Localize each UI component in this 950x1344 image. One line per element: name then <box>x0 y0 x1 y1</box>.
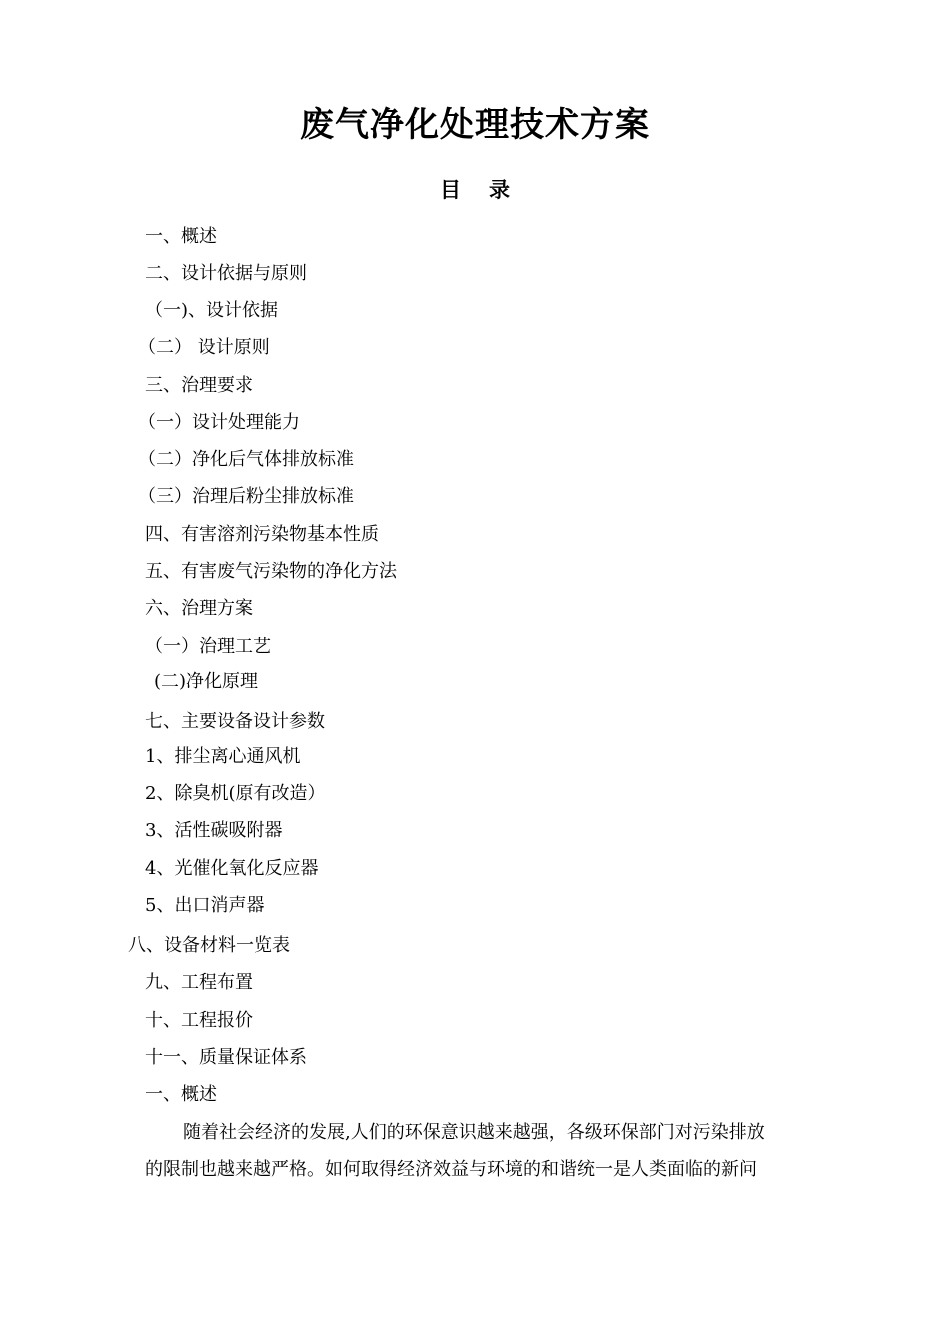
toc-item: （三）治理后粉尘排放标准 <box>138 486 354 507</box>
toc-item: 七、主要设备设计参数 <box>145 711 325 732</box>
section-heading: 一、概述 <box>145 1084 217 1105</box>
toc-item: （二）净化后气体排放标准 <box>138 449 354 470</box>
toc-heading-char-2: 录 <box>489 178 510 202</box>
toc-item: 一、概述 <box>145 226 217 247</box>
toc-item: 5、出口消声器 <box>145 895 265 916</box>
toc-item: （一）治理工艺 <box>145 636 271 657</box>
toc-item: (二)净化原理 <box>154 671 259 692</box>
toc-item: 3、活性碳吸附器 <box>145 820 283 841</box>
toc-item: 三、治理要求 <box>145 375 253 396</box>
toc-item: 五、有害废气污染物的净化方法 <box>145 561 397 582</box>
toc-heading-char-1: 目 <box>440 178 461 202</box>
toc-heading <box>0 174 950 206</box>
body-text-line: 的限制也越来越严格。如何取得经济效益与环境的和谐统一是人类面临的新问 <box>145 1159 757 1180</box>
document-title: 废气净化处理技术方案 <box>300 105 650 145</box>
toc-item: 1、排尘离心通风机 <box>145 746 301 767</box>
toc-item: 四、有害溶剂污染物基本性质 <box>145 524 379 545</box>
toc-item: 十、工程报价 <box>145 1010 253 1031</box>
toc-item: 十一、质量保证体系 <box>145 1047 307 1068</box>
toc-item: 八、设备材料一览表 <box>128 935 290 956</box>
body-text-line: 随着社会经济的发展,人们的环保意识越来越强，各级环保部门对污染排放 <box>183 1122 765 1143</box>
toc-item: 4、光催化氧化反应器 <box>145 858 319 879</box>
toc-item: 九、工程布置 <box>145 972 253 993</box>
toc-item: 二、设计依据与原则 <box>145 263 307 284</box>
toc-item: （一）设计处理能力 <box>138 412 300 433</box>
toc-item: （一)、设计依据 <box>145 300 279 321</box>
toc-item: 六、治理方案 <box>145 598 253 619</box>
toc-item: （二） 设计原则 <box>138 337 270 358</box>
toc-item: 2、除臭机(原有改造） <box>145 783 326 804</box>
